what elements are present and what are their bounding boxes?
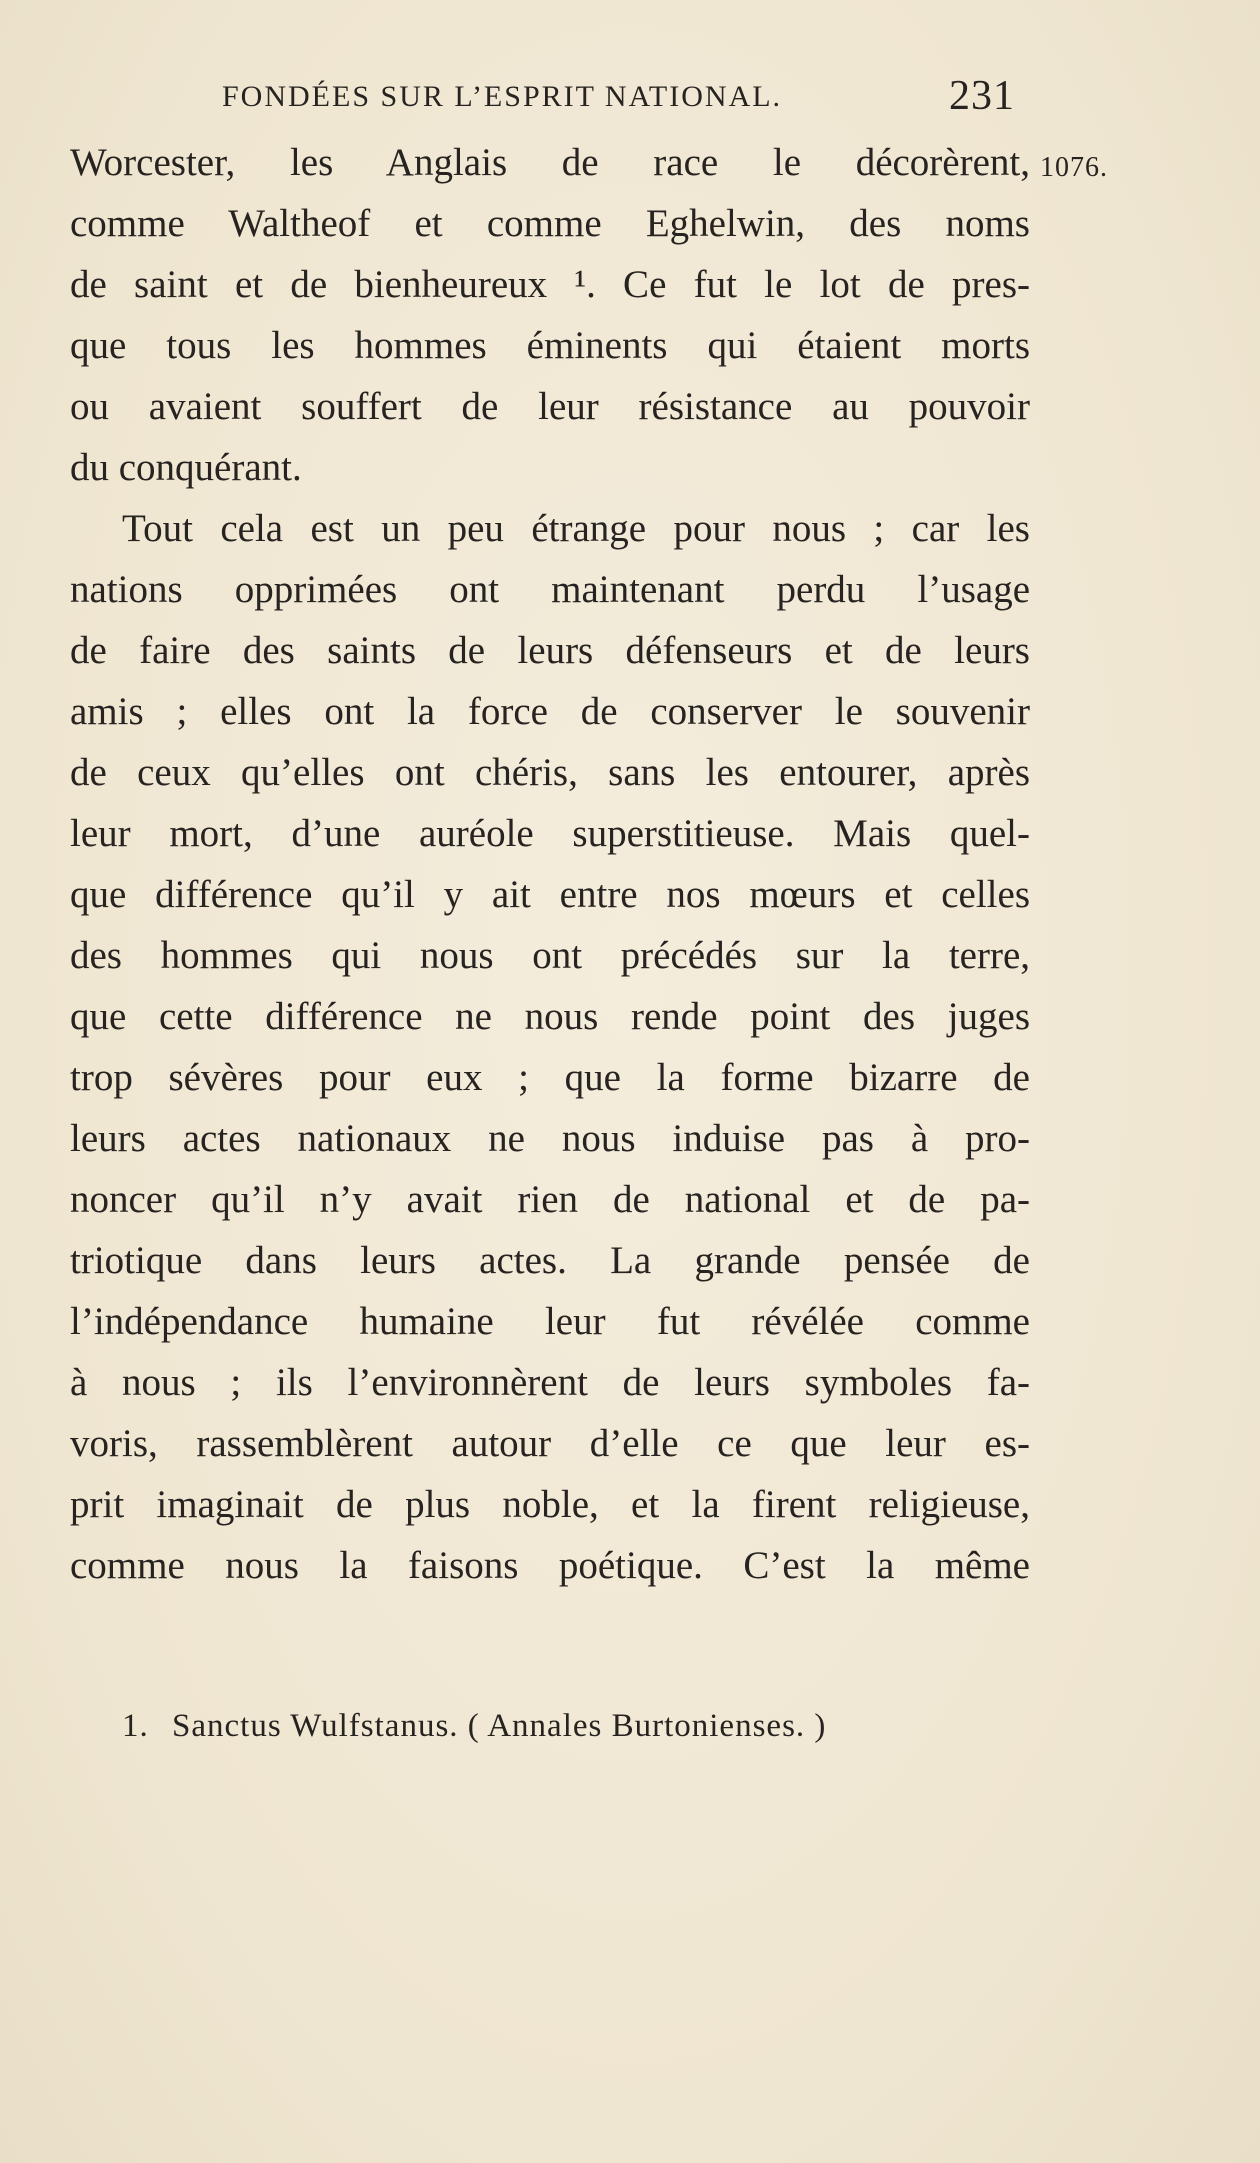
paragraph-2 [70, 498, 1030, 1596]
footnote-text: Sanctus Wulfstanus. ( Annales Burtonienses. ) [172, 1708, 827, 1744]
running-title: FONDÉES SUR L’ESPRIT NATIONAL. [222, 80, 783, 113]
text-line: Tout cela est un peu étrange pour nous ; car les [122, 507, 1030, 550]
page-number: 231 [949, 73, 1015, 119]
text-line: trop sévères pour eux ; que la forme bizarre de [70, 1056, 1030, 1099]
text-line: comme nous la faisons poétique. C’est la même [70, 1544, 1030, 1587]
text-line: des hommes qui nous ont précédés sur la terre, [70, 934, 1030, 977]
text-line: voris, rassemblèrent autour d’elle ce que leur es- [70, 1422, 1030, 1465]
footnote [122, 1708, 826, 1745]
text-line: du conquérant. [70, 446, 302, 489]
text-line: triotique dans leurs actes. La grande pensée de [70, 1239, 1030, 1282]
text-line: que différence qu’il y ait entre nos mœurs et celles [70, 873, 1030, 916]
text-line: Worcester, les Anglais de race le décorèrent, [70, 141, 1030, 184]
text-line: amis ; elles ont la force de conserver le souvenir [70, 690, 1030, 733]
text-line: nations opprimées ont maintenant perdu l’usage [70, 568, 1030, 611]
body-text [70, 132, 1030, 1596]
text-line: de ceux qu’elles ont chéris, sans les entourer, après [70, 751, 1030, 794]
footnote-number: 1. [122, 1708, 149, 1744]
text-line: que tous les hommes éminents qui étaient morts [70, 324, 1030, 367]
paragraph-1 [70, 132, 1030, 498]
text-line: que cette différence ne nous rende point des juges [70, 995, 1030, 1038]
text-line: comme Waltheof et comme Eghelwin, des noms [70, 202, 1030, 245]
margin-date-note: 1076. [1040, 152, 1108, 183]
page-header [222, 72, 1022, 122]
text-line: l’indépendance humaine leur fut révélée comme [70, 1300, 1030, 1343]
text-line: prit imaginait de plus noble, et la firent religieuse, [70, 1483, 1030, 1526]
text-line: noncer qu’il n’y avait rien de national et de pa- [70, 1178, 1030, 1221]
text-line: leurs actes nationaux ne nous induise pas à pro- [70, 1117, 1030, 1160]
text-line: de faire des saints de leurs défenseurs et de leurs [70, 629, 1030, 672]
text-line: à nous ; ils l’environnèrent de leurs symboles fa- [70, 1361, 1030, 1404]
text-line: ou avaient souffert de leur résistance au pouvoir [70, 385, 1030, 428]
text-line: de saint et de bienheureux ¹. Ce fut le lot de pres- [70, 263, 1030, 306]
text-line: leur mort, d’une auréole superstitieuse. Mais quel- [70, 812, 1030, 855]
